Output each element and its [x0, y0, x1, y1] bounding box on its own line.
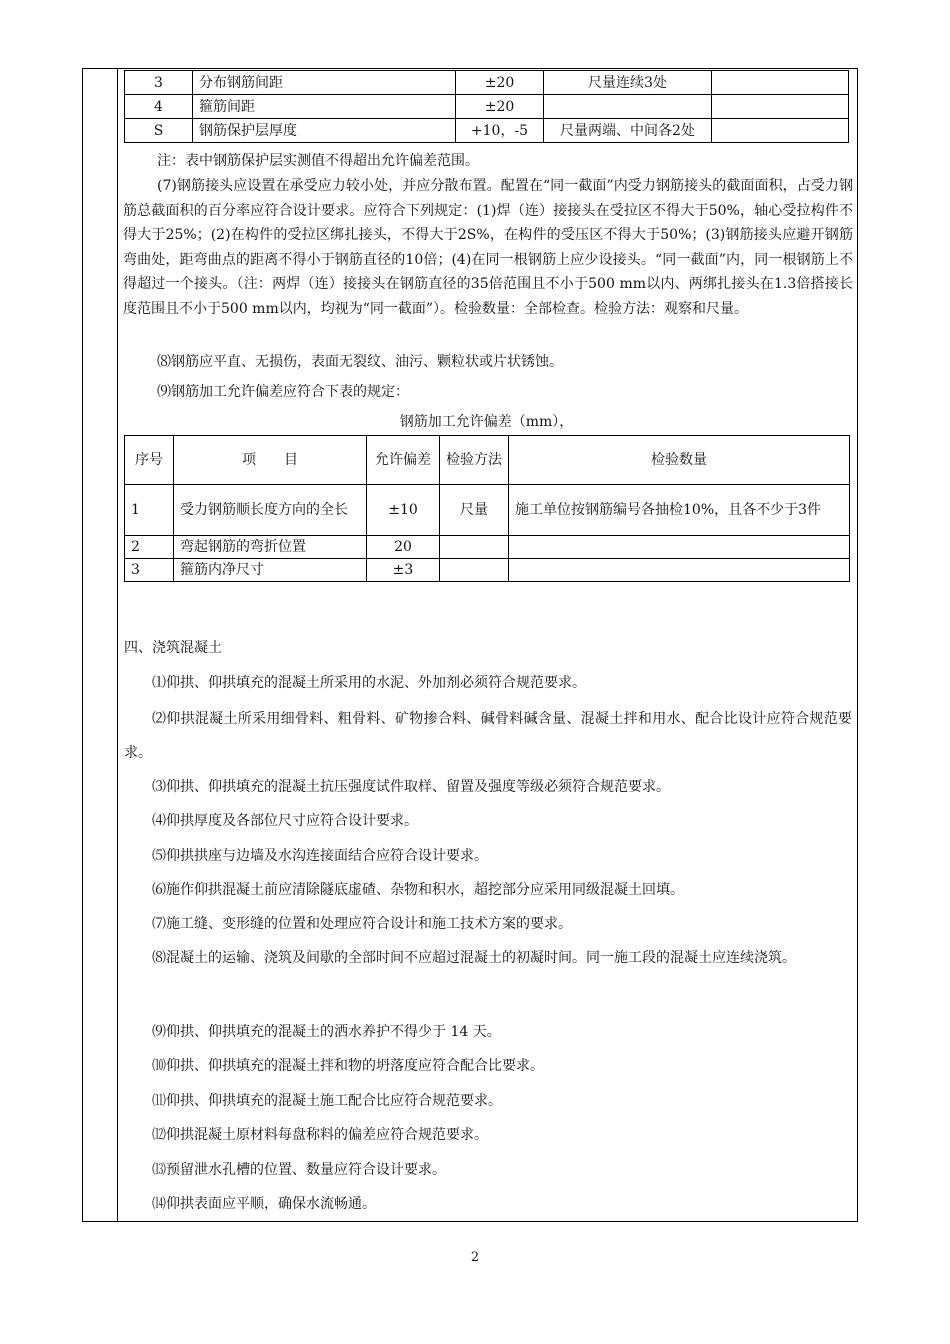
row-check: 尺量连续3处 [544, 71, 712, 95]
row-item: 受力钢筋顺长度方向的全长 [174, 485, 367, 536]
row-quantity [509, 536, 850, 559]
paragraph-7: (7)钢筋接头应设置在承受应力较小处，并应分散布置。配置在“同一截面”内受力钢筋接头的截面面积，占受力钢筋总截面积的百分率应符合设计要求。应符合下列规定：(1)焊（连）接接头在受拉区不得大于50%，轴心受拉构件不得大于25%；(2)在构件的受拉区绑扎接头，不得大于2S%，在构件的受压区不得大于50%；(3)钢筋接头应避开钢筋弯曲处，距弯曲点的距离不得小于钢筋直径的10倍；(4)在同一根钢筋上应少设接头。“同一截面”内，同一根钢筋上不得超过一个接头。（注：两焊（连）接接头在钢筋直径的35倍范围且不小于500 mm以内、两绑扎接头在1.3倍搭接长度范围且不小于500 mm以内，均视为“同一截面”）。检验数量：全部检查。检验方法：观察和尺量。 [123, 178, 853, 317]
header-quantity: 检验数量 [509, 436, 850, 485]
table-row [125, 71, 849, 95]
list-item: ⑾仰拱、仰拱填充的混凝土施工配合比应符合规范要求。 [152, 1093, 502, 1109]
paragraph-8: ⑻钢筋应平直、无损伤，表面无裂纹、油污、颗粒状或片状锈蚀。 [157, 354, 563, 370]
row-extra [712, 119, 849, 143]
rebar-spacing-table [124, 70, 849, 143]
table-header-row [125, 436, 850, 485]
list-item: ⑵仰拱混凝土所采用细骨料、粗骨料、矿物掺合料、碱骨料碱含量、混凝土拌和用水、配合比设计应符合规范要求。 [124, 711, 852, 761]
row-item: 箍筋间距 [193, 95, 456, 119]
table-caption: 钢筋加工允许偏差（mm）， [399, 414, 574, 430]
row-tolerance: ±3 [367, 559, 440, 582]
list-item: ⑿仰拱混凝土原材料每盘称料的偏差应符合规范要求。 [152, 1127, 488, 1143]
list-item: ⑹施作仰拱混凝土前应清除隧底虚碴、杂物和积水，超挖部分应采用同级混凝土回填。 [152, 882, 684, 898]
row-check: 尺量两端、中间各2处 [544, 119, 712, 143]
row-quantity: 施工单位按钢筋编号各抽检10%，且各不少于3件 [509, 485, 850, 536]
paragraph-9: ⑼钢筋加工允许偏差应符合下表的规定： [157, 384, 409, 400]
list-item: ⑽仰拱、仰拱填充的混凝土拌和物的坍落度应符合配合比要求。 [152, 1058, 544, 1074]
row-item: 箍筋内净尺寸 [174, 559, 367, 582]
page-number: 2 [470, 1250, 480, 1265]
row-check [544, 95, 712, 119]
list-item: ⑻混凝土的运输、浇筑及间歇的全部时间不应超过混凝土的初凝时间。同一施工段的混凝土应连续浇筑。 [152, 950, 796, 966]
table-row [125, 536, 850, 559]
row-number: 4 [125, 95, 193, 119]
row-item: 弯起钢筋的弯折位置 [174, 536, 367, 559]
list-item: ⑼仰拱、仰拱填充的混凝土的洒水养护不得少于 14 天。 [152, 1024, 501, 1040]
row-number: 3 [125, 559, 174, 582]
list-item: ⒁仰拱表面应平顺，确保水流畅通。 [152, 1196, 376, 1212]
row-number: 3 [125, 71, 193, 95]
list-item: ⑷仰拱厚度及各部位尺寸应符合设计要求。 [152, 813, 418, 829]
header-tolerance: 允许偏差 [367, 436, 440, 485]
header-item: 项 目 [174, 436, 367, 485]
list-item: ⒀预留泄水孔槽的位置、数量应符合设计要求。 [152, 1162, 446, 1178]
list-item: ⑶仰拱、仰拱填充的混凝土抗压强度试件取样、留置及强度等级必须符合规范要求。 [152, 779, 670, 795]
row-method: 尺量 [440, 485, 509, 536]
row-item: 分布钢筋间距 [193, 71, 456, 95]
row-tolerance: 20 [367, 536, 440, 559]
header-number: 序号 [125, 436, 174, 485]
row-method [440, 559, 509, 582]
row-quantity [509, 559, 850, 582]
row-number: 1 [125, 485, 174, 536]
row-extra [712, 71, 849, 95]
table-row [125, 119, 849, 143]
row-item: 钢筋保护层厚度 [193, 119, 456, 143]
table-row [125, 559, 850, 582]
table-note: 注：表中钢筋保护层实测值不得超出允许偏差范围。 [157, 153, 479, 169]
rebar-processing-tolerance-table [124, 435, 850, 582]
section-title: 四、浇筑混凝土 [124, 640, 222, 656]
row-tolerance: ±20 [456, 71, 544, 95]
row-number: S [125, 119, 193, 143]
list-item: ⑺施工缝、变形缝的位置和处理应符合设计和施工技术方案的要求。 [152, 916, 572, 932]
row-extra [712, 95, 849, 119]
row-tolerance: +10，-5 [456, 119, 544, 143]
row-tolerance: ±20 [456, 95, 544, 119]
header-method: 检验方法 [440, 436, 509, 485]
row-tolerance: ±10 [367, 485, 440, 536]
frame-divider [117, 69, 118, 1221]
table-row [125, 95, 849, 119]
list-item: ⑸仰拱拱座与边墙及水沟连接面结合应符合设计要求。 [152, 848, 488, 864]
row-number: 2 [125, 536, 174, 559]
table-row [125, 485, 850, 536]
row-method [440, 536, 509, 559]
list-item: ⑴仰拱、仰拱填充的混凝土所采用的水泥、外加剂必须符合规范要求。 [152, 675, 586, 691]
